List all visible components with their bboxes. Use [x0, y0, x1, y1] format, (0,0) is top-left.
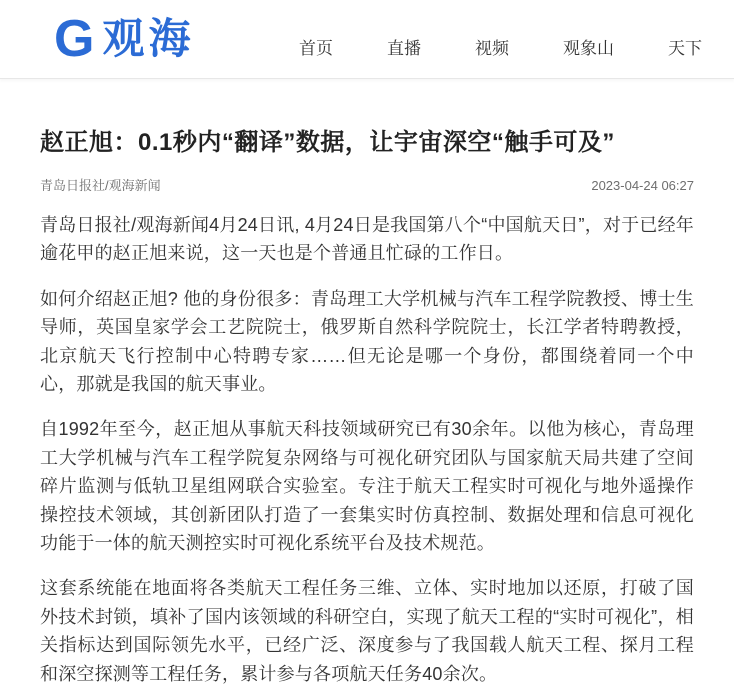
article-source: 青岛日报社/观海新闻	[40, 178, 161, 193]
nav-item-world[interactable]: 天下	[668, 38, 702, 58]
main-nav	[299, 34, 702, 59]
nav-item-live[interactable]: 直播	[387, 38, 421, 58]
article-paragraph: 青岛日报社/观海新闻4月24日讯, 4月24日是我国第八个“中国航天日”，对于已经年逾花甲的赵正旭来说，这一天也是个普通且忙碌的工作日。	[40, 215, 694, 264]
article-body	[40, 211, 694, 688]
guanhai-logo-icon: G	[54, 10, 95, 68]
article-title: 赵正旭：0.1秒内“翻译”数据，让宇宙深空“触手可及”	[40, 129, 615, 156]
site-header	[0, 0, 734, 79]
article-paragraph: 这套系统能在地面将各类航天工程任务三维、立体、实时地加以还原，打破了国外技术封锁，填补了国内该领域的科研空白，实现了航天工程的“实时可视化”，相关指标达到国际领先水平，已经广泛、深度参与了我国载人航天工程、探月工程和深空探测等工程任务，累计参与各项航天任务40余次。	[40, 578, 694, 684]
byline	[40, 177, 694, 194]
guanhai-logo[interactable]	[54, 9, 194, 69]
article-publish-time: 2023-04-24 06:27	[591, 178, 694, 193]
article-paragraph: 如何介绍赵正旭? 他的身份很多：青岛理工大学机械与汽车工程学院教授、博士生导师，英国皇家学会工艺院院士，俄罗斯自然科学院院士，长江学者特聘教授，北京航天飞行控制中心特聘专家……但无论是哪一个身份，都围绕着同一个中心，那就是我国的航天事业。	[40, 288, 694, 395]
guanhai-logo-text: 观海	[102, 15, 195, 62]
article-paragraph: 自1992年至今，赵正旭从事航天科技领域研究已有30余年。以他为核心，青岛理工大学机械与汽车工程学院复杂网络与可视化研究团队与国家航天局共建了空间碎片监测与低轨卫星组网联合实验室。专注于航天工程实时可视化与地外遥操作操控技术领域，其创新团队打造了一套集实时仿真控制、数据处理和信息可视化功能于一体的航天测控实时可视化系统平台及技术规范。	[40, 419, 694, 554]
nav-item-home[interactable]: 首页	[299, 38, 333, 58]
nav-item-video[interactable]: 视频	[475, 38, 509, 58]
nav-item-guanxiangshan[interactable]: 观象山	[563, 38, 614, 58]
article	[0, 126, 734, 688]
